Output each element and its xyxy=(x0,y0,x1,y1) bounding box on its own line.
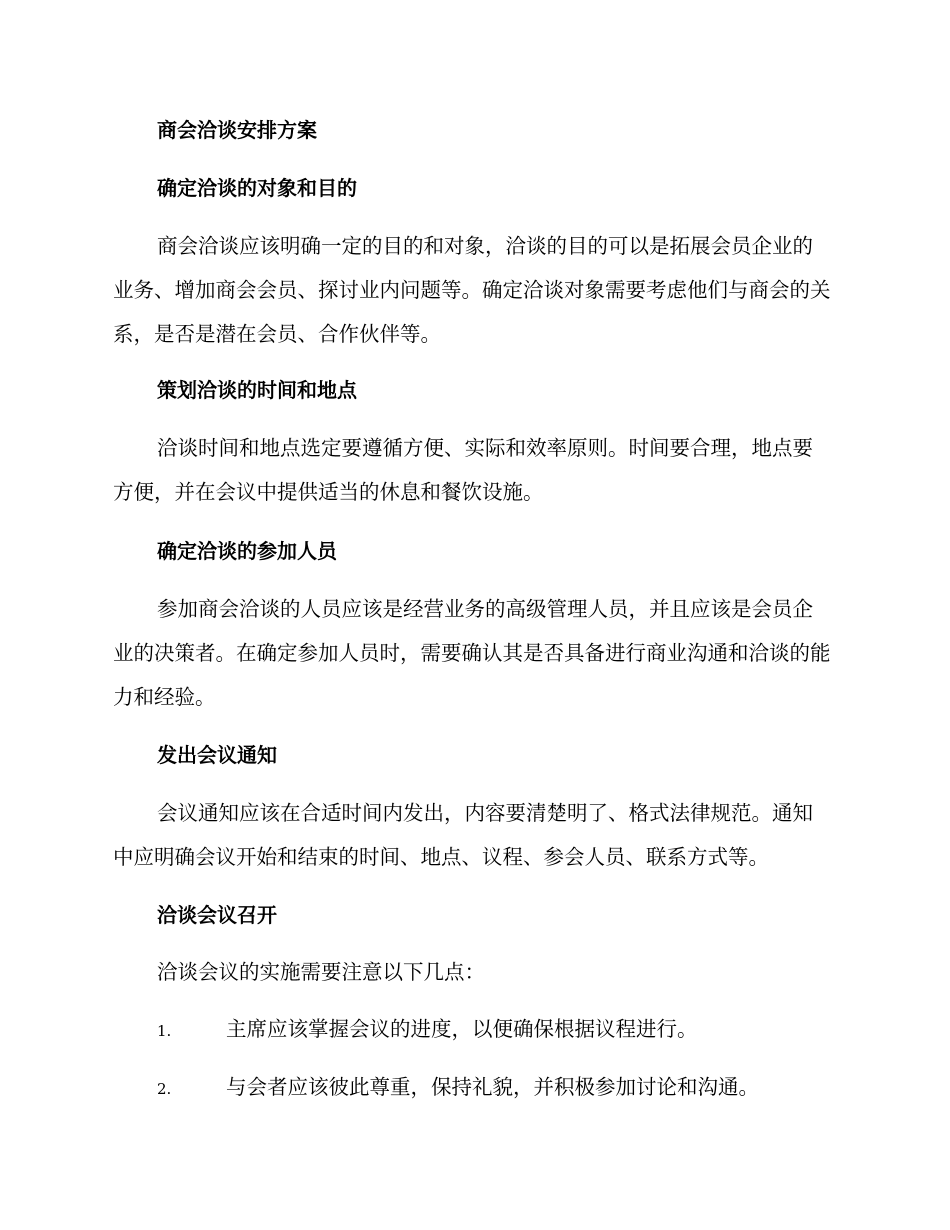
section-heading-notice: 发出会议通知 xyxy=(157,743,277,767)
list-item-text: 与会者应该彼此尊重，保持礼貌，并积极参加讨论和沟通。 xyxy=(226,1075,759,1099)
list-item-number: 1. xyxy=(157,1022,172,1040)
section-heading-meeting: 洽谈会议召开 xyxy=(157,903,277,927)
section-heading-participants: 确定洽谈的参加人员 xyxy=(157,539,337,563)
document-title: 商会洽谈安排方案 xyxy=(157,118,317,142)
section-heading-time-place: 策划洽谈的时间和地点 xyxy=(157,378,357,402)
section-body-meeting: 洽谈会议的实施需要注意以下几点： xyxy=(157,960,485,984)
section-body-notice: 会议通知应该在合适时间内发出，内容要清楚明了、格式法律规范。通知中应明确会议开始和结束的时间、地点、议程、参会人员、联系方式等。 xyxy=(113,801,813,869)
section-body-time-place: 洽谈时间和地点选定要遵循方便、实际和效率原则。时间要合理，地点要方便，并在会议中提供适当的休息和餐饮设施。 xyxy=(113,436,813,504)
section-body-objectives: 商会洽谈应该明确一定的目的和对象，洽谈的目的可以是拓展会员企业的业务、增加商会会员、探讨业内问题等。确定洽谈对象需要考虑他们与商会的关系，是否是潜在会员、合作伙伴等。 xyxy=(113,234,831,346)
section-heading-objectives: 确定洽谈的对象和目的 xyxy=(157,176,357,200)
list-item xyxy=(157,1016,698,1044)
list-item-number: 2. xyxy=(157,1080,172,1098)
list-item-text: 主席应该掌握会议的进度，以便确保根据议程进行。 xyxy=(226,1017,698,1041)
list-item xyxy=(157,1074,759,1102)
section-body-participants: 参加商会洽谈的人员应该是经营业务的高级管理人员，并且应该是会员企业的决策者。在确定参加人员时，需要确认其是否具备进行商业沟通和洽谈的能力和经验。 xyxy=(113,597,831,709)
